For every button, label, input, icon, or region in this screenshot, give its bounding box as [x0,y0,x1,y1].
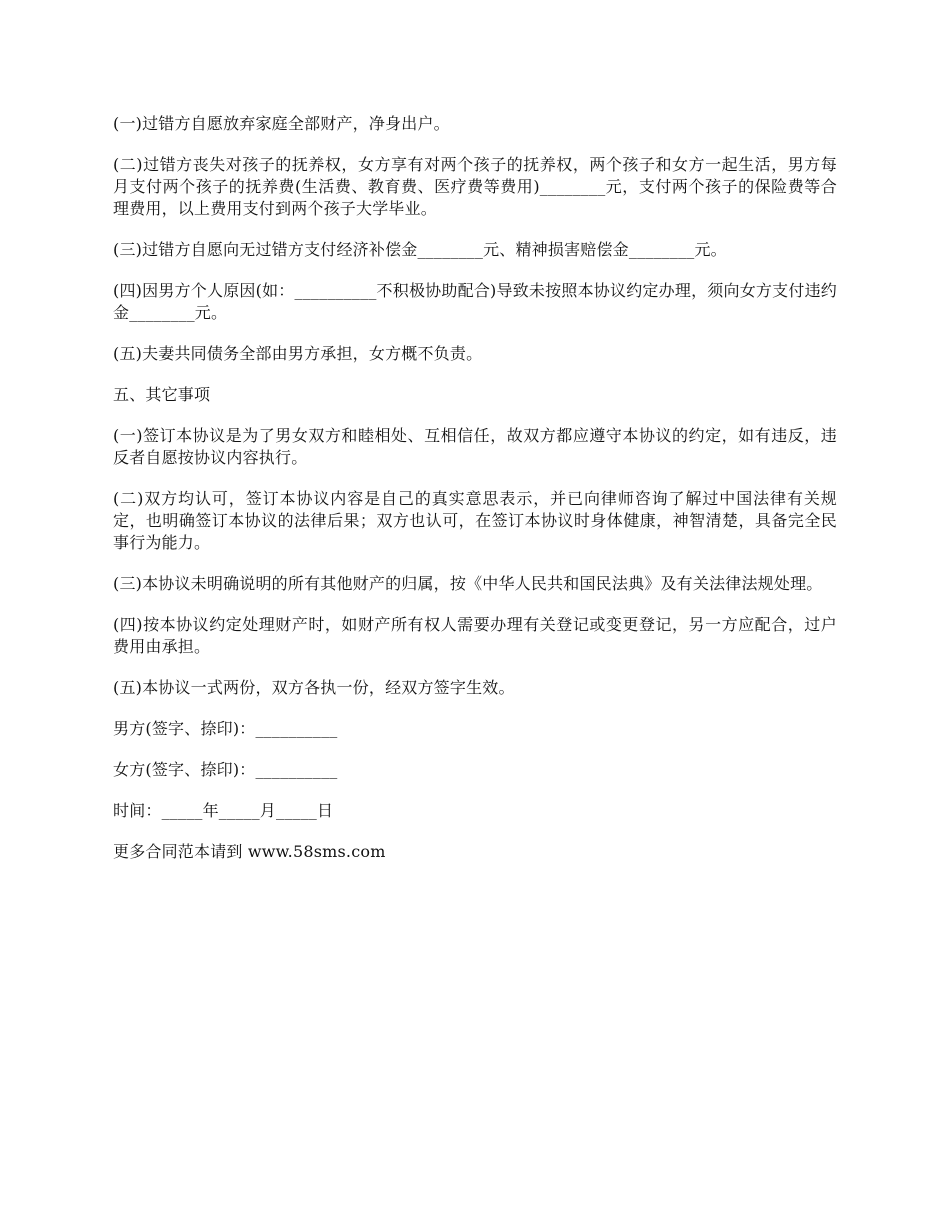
other-clause-3: (三)本协议未明确说明的所有其他财产的归属，按《中华人民共和国民法典》及有关法律法规处理。 [113,574,823,593]
clause-4-breach-penalty: (四)因男方个人原因(如：__________不积极协助配合)导致未按照本协议约定办理，须向女方支付违约金________元。 [113,281,837,322]
clause-2-custody-support: (二)过错方丧失对孩子的抚养权，女方享有对两个孩子的抚养权，两个孩子和女方一起生活，男方每月支付两个孩子的抚养费(生活费、教育费、医疗费等费用)________元，支付两个孩子的保险费等合理费用，以上费用支付到两个孩子大学毕业。 [113,155,837,218]
section-heading-other-matters: 五、其它事项 [113,385,211,404]
date-line: 时间：_____年_____月_____日 [113,801,334,820]
other-clause-2: (二)双方均认可，签订本协议内容是自己的真实意思表示，并已向律师咨询了解过中国法律有关规定，也明确签订本协议的法律后果；双方也认可，在签订本协议时身体健康，神智清楚，具备完全民事行为能力。 [113,489,837,552]
husband-signature-line: 男方(签字、捺印)：__________ [113,719,338,738]
clause-5-joint-debt: (五)夫妻共同债务全部由男方承担，女方概不负责。 [113,344,483,363]
other-clause-4: (四)按本协议约定处理财产时，如财产所有权人需要办理有关登记或变更登记，另一方应配合，过户费用由承担。 [113,615,837,656]
clause-1-forfeit-property: (一)过错方自愿放弃家庭全部财产，净身出户。 [113,114,450,133]
document-page [113,113,837,882]
footer-more-templates: 更多合同范本请到 www.58sms.com [113,842,386,861]
wife-signature-line: 女方(签字、捺印)：__________ [113,760,338,779]
other-clause-5: (五)本协议一式两份，双方各执一份，经双方签字生效。 [113,678,515,697]
clause-3-compensation: (三)过错方自愿向无过错方支付经济补偿金________元、精神损害赔偿金________元。 [113,240,727,259]
other-clause-1: (一)签订本协议是为了男女双方和睦相处、互相信任，故双方都应遵守本协议的约定，如有违反，违反者自愿按协议内容执行。 [113,426,837,467]
